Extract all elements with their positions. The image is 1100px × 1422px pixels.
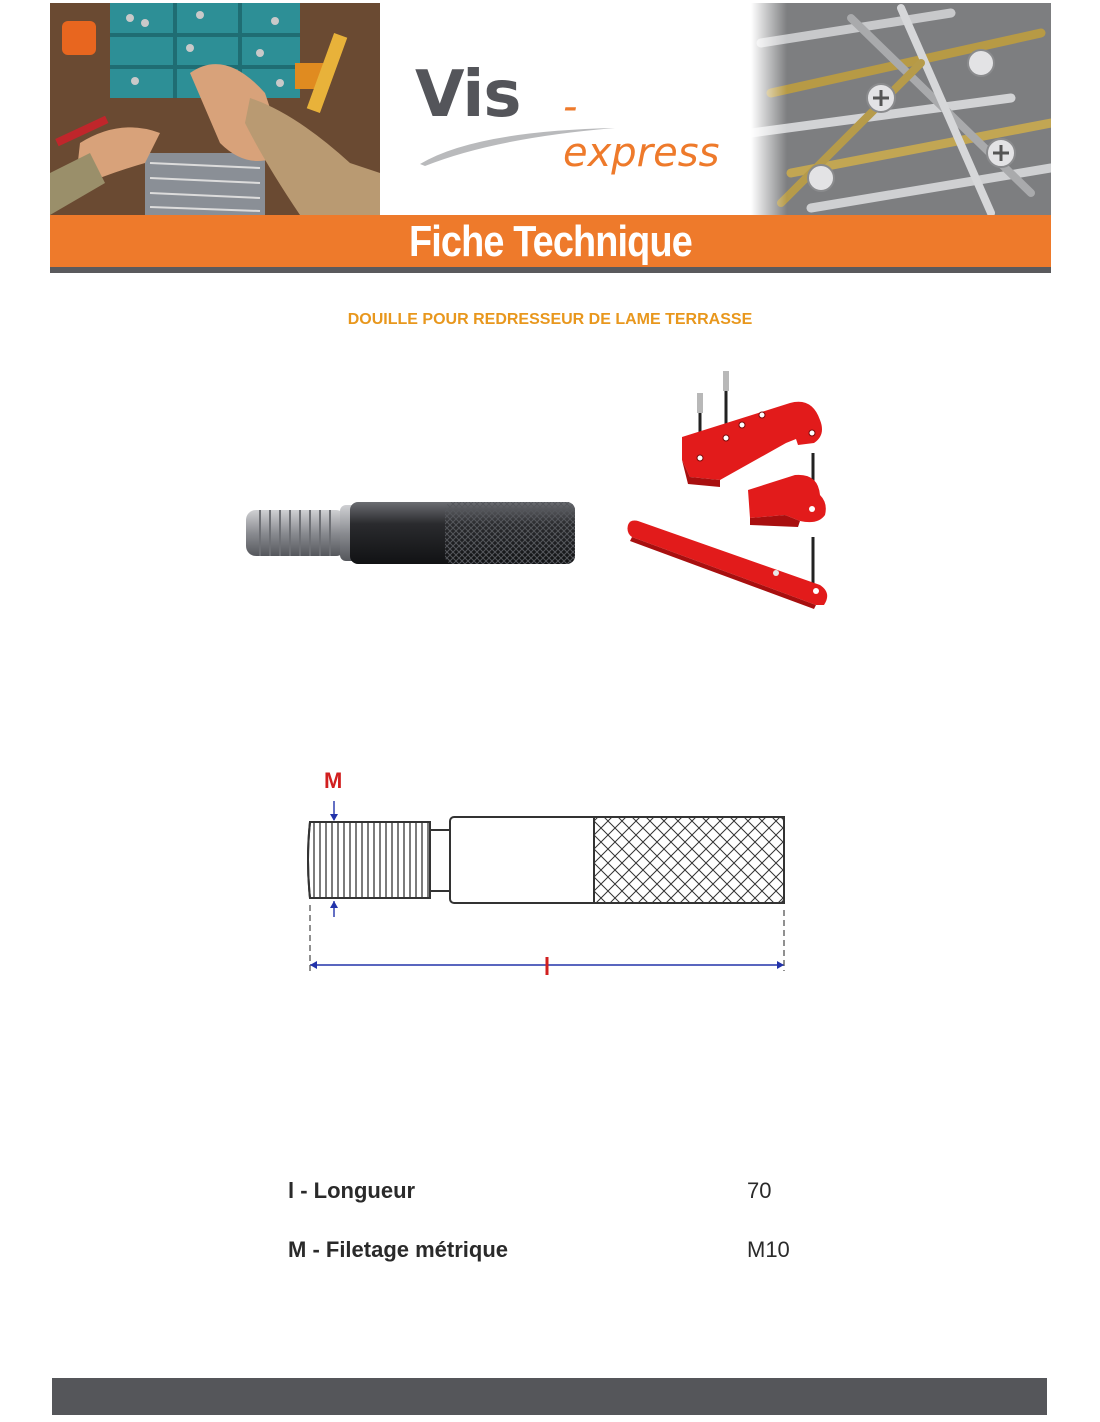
spec-value: M10 — [747, 1237, 790, 1262]
spec-label: M - Filetage métrique — [288, 1237, 509, 1262]
specifications-table — [288, 1172, 848, 1290]
screws-photo — [751, 3, 1051, 215]
fiche-technique-banner — [50, 215, 1051, 267]
spec-row-length — [288, 1172, 848, 1231]
spec-row-thread — [288, 1231, 848, 1290]
spec-value: 70 — [747, 1178, 772, 1203]
technical-drawing — [300, 765, 800, 990]
thread-dimension-label: M — [324, 768, 343, 793]
logo-text-vis: Vis — [415, 58, 521, 132]
product-photo — [240, 495, 585, 575]
banner-title: Fiche Technique — [409, 217, 692, 266]
straightener-parts-illustration — [620, 365, 840, 620]
workshop-photo — [50, 3, 380, 215]
logo-text-express: -express — [563, 84, 720, 176]
banner-divider — [50, 267, 1051, 273]
product-title: DOUILLE POUR REDRESSEUR DE LAME TERRASSE — [347, 311, 753, 328]
header — [50, 3, 1051, 273]
logo-swoosh-icon — [415, 126, 615, 166]
vis-express-logo — [415, 58, 720, 176]
spec-label: l - Longueur — [288, 1178, 416, 1203]
footer-bar — [52, 1378, 1047, 1415]
